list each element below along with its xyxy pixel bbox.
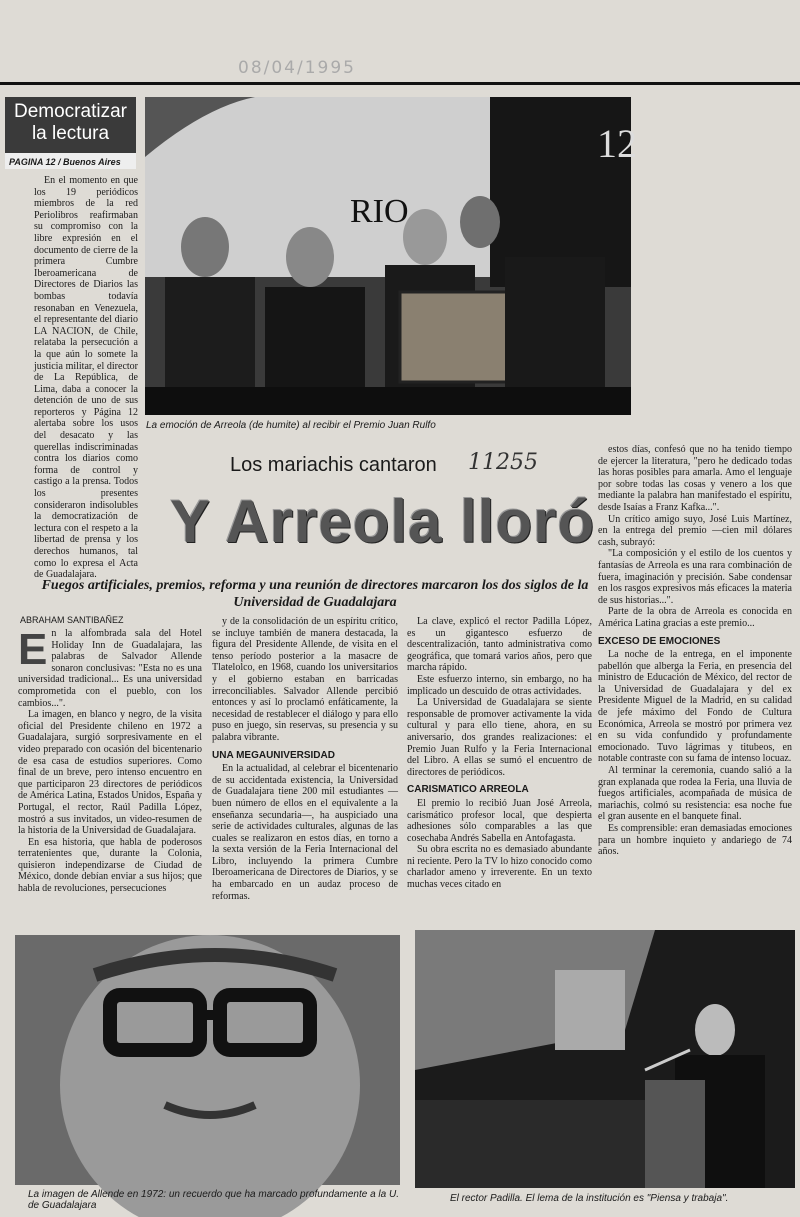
allende-photo-illustration: [15, 935, 400, 1185]
award-photo-caption: La emoción de Arreola (de humite) al recibir el Premio Juan Rulfo: [146, 420, 436, 431]
rector-photo: [415, 930, 795, 1188]
col1-paragraph: n la alfombrada sala del Hotel Holiday Inn de Guadalajara, las palabras de Salvador Allende sonaron conclusivas: "Esta no es una universidad tradicional... Es una universidad comprometida con el pueblo, con los cambios...".: [18, 628, 202, 709]
col4-paragraph: "La composición y el estilo de los cuentos y fantasías de Arreola es una rara combinación de fuera, imaginación y precisión. Sabe condensar en los rasgos expresivos más eficaces la materia de sus historias...".: [598, 548, 792, 606]
column-2: [212, 616, 398, 902]
headline: Y Arreola lloró: [170, 488, 596, 555]
col3-paragraph: El premio lo recibió Juan José Arreola, carismático profesor local, que despierta adhesiones sólo comparables a las que cosechaba Andrés Sabella en Antofagasta.: [407, 797, 592, 844]
col4-paragraph: Al terminar la ceremonia, cuando salió a la gran explanada que rodea la Feria, una lluvia de fuegos artificiales, acompañada de música de mariachis, colmó su resistencia: esa noche fue el gran ausente en el banquete final.: [598, 765, 792, 823]
archive-stamp: 08/04/1995: [238, 58, 356, 78]
deck: Fuegos artificiales, premios, reforma y una reunión de directores marcaron los dos siglos de la Universidad de Guadalajara: [41, 578, 589, 610]
rector-photo-caption: El rector Padilla. El lema de la institución es "Piensa y trabaja".: [450, 1193, 729, 1204]
col2-paragraph: En la actualidad, al celebrar el bicentenario de su accidentada existencia, la Universidad de Guadalajara tiene 200 mil estudiantes —buen número de ellos en el equivalente a la enseñanza secundaria—, ha auspiciado una serie de actividades culturales, algunas de las cuales se realizaron en estos días, en torno a la sexta versión de la Feria Internacional del Libro, incluyendo la primera Cumbre Iberoamericana de Directores de Diarios, y se ha embarcado en un audaz proceso de reformas.: [212, 763, 398, 902]
sidebar-box: [5, 97, 136, 169]
column-3: [407, 616, 592, 891]
dropcap: E: [18, 625, 48, 674]
kicker: Los mariachis cantaron: [230, 454, 437, 476]
col1-paragraph: En esa historia, que habla de poderosos terratenientes que, durante la Colonia, quisieron independizarse de Ciudad de México, donde debían enviar a sus hijos; que habla de revoluciones, persecuciones: [18, 836, 202, 895]
column-1: [18, 625, 202, 895]
col4-paragraph: Parte de la obra de Arreola es conocida en América Latina gracias a este premio...: [598, 606, 792, 629]
allende-photo-caption: La imagen de Allende en 1972: un recuerdo que ha marcado profundamente a la U. de Guadalajara: [28, 1189, 399, 1211]
col3-paragraph: Su obra escrita no es demasiado abundante ni reciente. Pero la TV lo hizo conocido como charlador ameno y irreverente. En un texto muchas veces citado en: [407, 844, 592, 891]
col3-paragraph: Este esfuerzo interno, sin embargo, no ha implicado un descuido de otras actividades.: [407, 673, 592, 697]
allende-photo: [15, 935, 400, 1185]
award-photo-illustration: [145, 97, 637, 415]
col3-paragraph: La Universidad de Guadalajara se siente responsable de promover activamente la vida cultural y para ello tiene, ahora, en su aniversario, dos grandes realizaciones: el Premio Juan Rulfo y la Feria Internacional del Libro. A ellas se sumó el encuentro de directores de periódicos.: [407, 697, 592, 778]
col4-paragraph: estos días, confesó que no ha tenido tiempo de ejercer la literatura, "pero he dedicado todas las horas posibles para amarla. Amo el lenguaje por sobre todas las cosas y venero a los que mediante la palabra han manifestado el espíritu, desde Isaías a Franz Kafka...".: [598, 444, 792, 513]
col4-paragraph: Es comprensible: eran demasiadas emociones para un hombre inquieto y andariego de 74 años.: [598, 823, 792, 858]
sidebar-byline: PAGINA 12 / Buenos Aires: [9, 157, 121, 167]
col2-subhead: UNA MEGAUNIVERSIDAD: [212, 749, 335, 761]
column-4: [598, 444, 792, 858]
handwritten-number: 11255: [468, 450, 538, 475]
rector-photo-illustration: [415, 930, 795, 1188]
col2-paragraph: y de la consolidación de un espíritu crítico, se incluye también de manera destacada, la figura del Presidente Allende, de visita en el tenso período posterior a la masacre de Tlatelolco, en 1968, cuando los universitarios y el gobierno estaban en barricadas irreconciliables. Salvador Allende percibió entonces y así lo proclamó enfáticamente, la necesidad de restablecer el diálogo y para ello puso en juego, sin reservas, su presencia y su palabra vibrante.: [212, 616, 398, 743]
col1-paragraph: La imagen, en blanco y negro, de la visita oficial del Presidente chileno en 1972 a Guadalajara, surgió sorpresivamente en el video preparado con ocasión del bicentenario de esa casa de estudios superiores. Como final de un breve, pero intenso encuentro en que participaron 23 directores de periódicos de América Latina, Estados Unidos, España y Portugal, el rector, Raúl Padilla López, mostró a sus invitados, un video-resumen de la historia de la Universidad de Guadalajara.: [18, 709, 202, 837]
col3-paragraph: La clave, explicó el rector Padilla López, es un gigantesco esfuerzo de descentralización, tanto administrativa como geográfica, que tomará varios años, pero que marcha rápido.: [407, 616, 592, 674]
sidebar-title: Democratizar la lectura: [5, 97, 136, 153]
sign-text: RIO: [350, 193, 409, 230]
sidebar-paragraph: En el momento en que los 19 periódicos miembros de la red Periolibros reafirmaban su compromiso con la libre expresión en el documento de cierre de la primera Cumbre Iberoamericana de Directores de Diarios las bombas todavía resonaban en Venezuela, el representante del diario LA NACION, de Chile, relataba la persecución a la que aún lo somete la justicia militar, el director de La República, de Lima, daba a conocer la detención de uno de sus reporteros y Página 12 alertaba sobre los usos del desacato y las querellas indiscriminadas contra los diarios como forma de control y castigo a la prensa. Todos los presentes consideraron indisolubles la democratización de lectura con el respeto a la libertad de prensa y los derechos humanos, tal como lo expresa el Acta de Guadalajara.: [34, 175, 138, 581]
byline: ABRAHAM SANTIBAÑEZ: [20, 615, 124, 625]
col3-subhead: CARISMATICO ARREOLA: [407, 784, 529, 796]
col4-paragraph: Un crítico amigo suyo, José Luis Martínez, en la entrega del premio —cien mil dólares cash, subrayó:: [598, 513, 792, 548]
svg-text:12: 12: [597, 121, 637, 166]
award-photo: [145, 97, 637, 415]
sidebar-text: [34, 175, 138, 581]
col4-paragraph: La noche de la entrega, en el imponente pabellón que alberga la Feria, en presencia del ministro de Educación de México, del rector de la Universidad de Guadalajara y del ex Presidente Miguel de la Madrid, en su calidad de jefe máximo del Fondo de Cultura Económica, Arreola se mostró por primera vez en su vida confundido y profundamente emocionado. Tuvo lágrimas y titubeos, en notable contraste con su fama de intenso locuaz.: [598, 649, 792, 765]
header-rule: [0, 82, 800, 85]
col4-subhead: EXCESO DE EMOCIONES: [598, 635, 721, 647]
